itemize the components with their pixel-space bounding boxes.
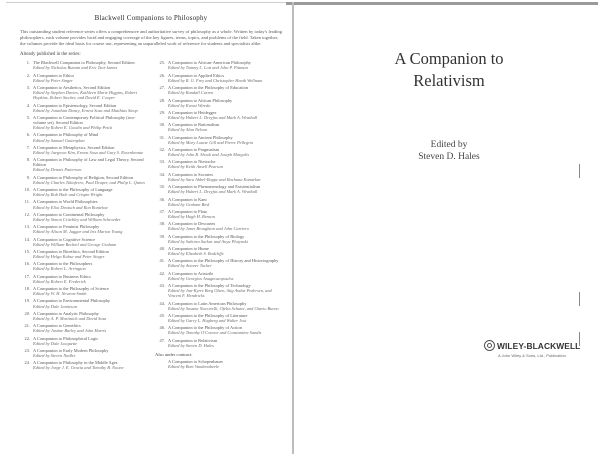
series-item-number: 34. [159,171,165,177]
series-list-item [20,145,147,155]
series-item-editor: Edited by Sahotra Sarkar and Anya Plutynski [168,238,248,244]
series-list-item [20,261,147,271]
series-item-number: 2. [26,72,30,78]
series-item-number: 17. [24,273,30,279]
series-item-number: 24. [24,360,30,366]
series-item-number: 21. [24,323,30,329]
series-list-item [20,237,147,247]
series-item-title: A Companion to Socrates [168,171,213,177]
series-list-item [155,197,282,207]
series-item-text [168,209,282,219]
series-item-number: 18. [24,286,30,292]
series-item-title: The Blackwell Companion to Philosophy, Second Edition [33,60,135,66]
series-item-number: 7. [26,144,30,150]
series-item-editor: Edited by Kwasi Wiredu [168,102,211,108]
series-item-title: A Companion to the Philosophy of Language [33,187,113,193]
series-item-text [168,271,282,281]
series-item-editor: Edited by R. G. Frey and Christopher Heath Wellman [168,77,263,83]
series-item-title: A Companion to Relativism [168,337,218,343]
series-item-editor: Edited by Hugh H. Benson [168,213,215,219]
series-item-title: A Companion to the Philosophy of Education [168,85,249,91]
series-item-number: 16. [24,261,30,267]
series-item-number: 23. [24,347,30,353]
series-item-text [33,85,147,100]
series-item-editor: Edited by Steven Nadler [33,353,76,359]
series-item-text [168,135,282,145]
series-item-title: A Companion to Hume [168,246,209,252]
publisher-name: WILEY-BLACKWELL [497,340,581,351]
series-item-title: A Companion to Philosophical Logic [33,335,99,341]
series-item-editor: Edited by Randall Curren [168,90,214,96]
series-item-title: A Companion to Epistemology, Second Edition [33,102,117,108]
series-list-item [155,135,282,145]
series-item-number: 38. [159,221,165,227]
series-item-text [33,115,147,130]
series-item-text [168,221,282,231]
series-item-number: 25. [159,60,165,66]
series-list-item [20,187,147,197]
series-item-title: A Companion to Continental Philosophy [33,211,105,217]
series-item-number: 26. [159,72,165,78]
series-item-title: A Companion to Feminist Philosophy [33,224,100,230]
series-item-title: A Companion to the Philosophy of Science [33,286,109,292]
series-list-item [20,199,147,209]
left-page [20,12,282,456]
series-item-number: 22. [24,335,30,341]
series-item-number: 41. [159,258,165,264]
series-item-editor: Edited by Robert E. Goodin and Philip Pettit [33,125,113,131]
series-list-item [155,359,282,369]
series-item-title: A Companion to the Philosophy of Biology [168,233,245,239]
series-item-text [168,246,282,256]
series-item-text [33,360,147,370]
series-list-item [20,132,147,142]
series-item-editor: Edited by Justine Burley and John Harris [33,328,107,334]
series-item-editor: Edited by Bart Vandenabeele [168,364,220,370]
series-item-title: A Companion to Metaphysics, Second Edition [33,144,115,150]
series-item-number: 28. [159,97,165,103]
series-item-number: 11. [24,199,30,205]
series-item-text [33,286,147,296]
series-item-text [168,313,282,323]
series-list-column-1 [20,60,147,372]
series-item-editor: Edited by Robert L. Arrington [33,266,86,272]
series-item-text [168,301,282,311]
series-item-editor: Edited by Garry L. Hagberg and Walter Jost [168,318,247,324]
series-item-number: 30. [159,122,165,128]
series-item-number [155,359,168,369]
series-item-editor: Edited by Dale Jacquette [33,340,78,346]
series-item-title: A Companion to Rationalism [168,122,220,128]
series-item-text [33,224,147,234]
series-item-text [33,187,147,197]
series-item-title: A Companion to Analytic Philosophy [33,310,99,316]
series-item-text [33,311,147,321]
series-list-item [20,249,147,259]
book-title-line-1: A Companion to [394,49,504,68]
series-item-editor: Edited by A. P. Martinich and David Sosa [33,315,107,321]
series-list-item [20,212,147,222]
series-list-item [20,73,147,83]
series-item-text [168,60,282,70]
series-item-text [33,132,147,142]
series-item-editor: Edited by Tommy L. Lott and John P. Pittman [168,65,248,71]
series-item-title: A Companion to the Philosophy of History and Historiography [168,258,279,264]
series-item-number: 44. [159,300,165,306]
series-item-editor: Edited by Simon Critchley and William Schroeder [33,216,121,222]
series-item-editor: Edited by Sara Ahbel-Rappe and Rachana Kamtekar [168,176,261,182]
series-item-title: A Companion to Ethics [33,72,75,78]
series-list-item [155,338,282,348]
series-item-text [33,237,147,247]
series-item-text [33,249,147,259]
series-item-title: A Companion to Pragmatism [168,147,220,153]
series-item-editor: Edited by Mary Louise Gill and Pierre Pellegrin [168,139,254,145]
series-item-title: A Companion to Philosophy of Law and Legal Theory, Second Edition [33,157,144,168]
series-item-text [168,234,282,244]
series-item-number: 35. [159,184,165,190]
series-item-title: A Companion to African Philosophy [168,97,233,103]
series-list-item [20,60,147,70]
series-item-number: 29. [159,109,165,115]
already-published-heading: Already published in the series: [20,52,81,58]
series-list-item [20,311,147,321]
series-item-editor: Edited by Janet Broughton and John Carriero [168,226,249,232]
series-item-number: 5. [26,114,30,120]
series-item-title: A Companion to African-American Philosophy [168,60,251,66]
series-item-text [168,338,282,348]
series-item-number: 32. [159,147,165,153]
series-list-item [155,271,282,281]
series-list-item [20,336,147,346]
series-item-number: 31. [159,134,165,140]
series-item-text [33,348,147,358]
series-list-item [155,221,282,231]
series-list-item [20,175,147,185]
series-item-text [33,145,147,155]
series-item-number: 43. [159,283,165,289]
series-item-editor: Edited by Steven D. Hales [168,342,214,348]
series-item-editor: Edited by William Bechtel and George Graham [33,241,117,247]
series-item-text [168,147,282,157]
series-item-number: 8. [26,157,30,163]
series-intro: This outstanding student reference series offers a comprehensive and authoritative survey of philosophy as a whole. Written by today's leading philosophers, each volume provides lucid and engaging coverage of the key figures, terms, topics, and problems of the field. Taken together, the volumes provide the ideal basis for course use, representing an unparalleled work of reference for students and specialists alike. [20,29,282,46]
series-list-item [155,301,282,311]
title-page [294,0,600,464]
series-item-number: 10. [24,187,30,193]
forthcoming-list [155,359,282,369]
publisher-subtitle: A John Wiley & Sons, Ltd., Publication [498,353,566,358]
series-item-text [168,359,282,369]
series-list-item [20,85,147,100]
series-item-text [33,103,147,113]
series-item-number: 33. [159,159,165,165]
series-item-editor: Edited by Jan-Kyrre Berg Olsen, Stig Andur Pedersen, and Vincent F. Hendricks [168,288,272,299]
series-item-number: 27. [159,85,165,91]
editor-name: Steven D. Hales [418,152,480,162]
series-item-title: A Companion to Nietzsche [168,159,216,165]
series-item-editor: Edited by Alan Nelson [168,127,208,133]
series-list-item [155,313,282,323]
series-item-editor: Edited by Susana Nuccetelli, Ofelia Schutte, and Otavio Bueno [168,305,279,311]
series-item-title: A Companion to Genethics [33,323,81,329]
series-item-number: 4. [26,102,30,108]
edited-by-label: Edited by [430,140,468,150]
series-item-title: A Companion to Schopenhauer [168,358,223,364]
series-item-number: 39. [159,233,165,239]
series-list-item [155,209,282,219]
series-list-item [155,172,282,182]
series-item-title: A Companion to Kant [168,196,207,202]
series-item-title: A Companion to Heidegger [168,109,217,115]
series-list-item [20,348,147,358]
series-item-editor: Edited by Dale Jamieson [33,303,78,309]
series-list-item [155,234,282,244]
series-item-text [168,283,282,298]
series-list-item [155,325,282,335]
series-item-editor: Edited by Aviezer Tucker [168,263,212,269]
series-item-editor: Edited by Samuel Guttenplan [33,137,85,143]
series-list-column-2 [155,60,282,372]
series-item-title: A Companion to Phenomenology and Existentialism [168,184,261,190]
series-list-item [155,246,282,256]
series-item-number: 6. [26,132,30,138]
series-item-number: 3. [26,85,30,91]
series-item-text [168,172,282,182]
series-item-editor: Edited by Dennis Patterson [33,167,82,173]
series-item-number: 36. [159,196,165,202]
series-list-item [20,298,147,308]
series-item-text [168,110,282,120]
series-item-title: A Companion to Early Modern Philosophy [33,347,109,353]
series-item-editor: Edited by John R. Shook and Joseph Margolis [168,152,250,158]
series-item-text [168,159,282,169]
series-list-item [20,157,147,172]
series-item-title: A Companion to Descartes [168,221,216,227]
series-item-number: 37. [159,208,165,214]
series-list-item [155,60,282,70]
series-item-text [33,323,147,333]
series-item-editor: Edited by Alison M. Jaggar and Iris Marion Young [33,229,123,235]
wiley-logo-icon [484,340,495,351]
series-list-item [155,184,282,194]
series-item-text [168,85,282,95]
series-item-editor: Edited by Jorge J. E. Gracia and Timothy B. Noone [33,365,124,371]
series-list-item [155,98,282,108]
series-item-title: A Companion to World Philosophies [33,199,98,205]
series-item-text [33,274,147,284]
series-list-item [20,360,147,370]
series-item-title: A Companion to Contemporary Political Philosophy (two-volume set), Second Edition [33,114,136,126]
series-item-text [33,261,147,271]
series-item-editor: Edited by Bob Hale and Crispin Wright [33,192,103,198]
series-list [20,60,282,372]
series-item-editor: Edited by Jonathan Dancy, Ernest Sosa and Matthias Steup [33,107,138,113]
series-item-editor: Edited by Robert E. Frederick [33,278,86,284]
series-list-item [20,286,147,296]
series-item-text [168,98,282,108]
book-title [370,48,528,92]
series-item-title: A Companion to Business Ethics [33,273,91,279]
series-item-title: A Companion to Bioethics, Second Edition [33,248,109,254]
series-item-title: A Companion to Cognitive Science [33,236,96,242]
series-item-text [33,212,147,222]
series-item-text [168,258,282,268]
series-item-text [168,184,282,194]
series-item-number: 46. [159,325,165,331]
series-list-item [20,274,147,284]
series-item-title: A Companion to Philosophy in the Middle Ages [33,360,118,366]
book-title-line-2: Relativism [413,71,485,90]
series-list-item [155,73,282,83]
series-item-number: 45. [159,312,165,318]
series-item-editor: Edited by Keith Ansell Pearson [168,164,224,170]
series-item-title: A Companion to Aristotle [168,270,214,276]
publisher-logo [484,340,600,351]
series-item-text [33,199,147,209]
series-item-number: 13. [24,224,30,230]
series-list-item [155,110,282,120]
series-item-text [33,73,147,83]
series-item-number: 1. [26,60,30,66]
forthcoming-heading: Also under contract: [155,351,193,357]
series-item-text [33,60,147,70]
series-item-title: A Companion to Environmental Philosophy [33,298,111,304]
series-item-text [33,175,147,185]
series-item-editor: Edited by Helga Kuhse and Peter Singer [33,254,105,260]
series-item-text [168,197,282,207]
series-item-editor: Edited by Charles Taliaferro, Paul Draper, and Philip L. Quinn [33,179,145,185]
series-item-number: 42. [159,270,165,276]
series-item-number: 40. [159,246,165,252]
series-item-text [33,336,147,346]
series-item-editor: Edited by Nicholas Bunnin and Eric Tsui-James [33,65,118,71]
series-item-editor: Edited by Jaegwon Kim, Ernest Sosa and Gary S. Rosenkrantz [33,149,143,155]
series-list-item [155,147,282,157]
series-item-title: A Companion to Philosophy of Mind [33,132,99,138]
series-item-number: 9. [26,174,30,180]
series-item-number: 14. [24,236,30,242]
series-item-title: A Companion to Philosophy of Religion, Second Edition [33,174,134,180]
series-list-item [20,224,147,234]
series-item-number: 19. [24,298,30,304]
series-item-number: 47. [159,337,165,343]
series-list-item [155,283,282,298]
series-item-editor: Edited by Stephen Davies, Kathleen Marie Higgins, Robert Hopkins, Robert Stecker, and David E. Cooper [33,90,138,101]
series-item-title: A Companion to Ancient Philosophy [168,134,233,140]
series-item-title: A Companion to the Philosophy of Technology [168,283,251,289]
series-list-item [155,85,282,95]
series-item-editor: Edited by Georgios Anagnostopoulos [168,275,234,281]
series-item-text [33,298,147,308]
series-item-editor: Edited by Elizabeth S. Radcliffe [168,251,224,257]
series-item-editor: Edited by Hubert L. Dreyfus and Mark A. Wrathall [168,114,258,120]
series-item-title: A Companion to the Philosophy of Literature [168,312,248,318]
series-list-item [155,122,282,132]
series-item-title: A Companion to the Philosophers [33,261,93,267]
series-item-editor: Edited by Eliot Deutsch and Ron Bontekoe [33,204,109,210]
series-title: Blackwell Companions to Philosophy [94,14,208,22]
series-list-item [20,103,147,113]
series-item-text [168,122,282,132]
series-item-editor: Edited by Peter Singer [33,77,73,83]
series-item-editor: Edited by Graham Bird [168,201,210,207]
series-list-item [155,258,282,268]
series-item-editor: Edited by Timothy O'Connor and Constantine Sandis [168,330,262,336]
series-list-item [20,323,147,333]
series-item-title: A Companion to Plato [168,208,208,214]
series-item-number: 20. [24,310,30,316]
series-list-item [155,159,282,169]
series-list-column-2-items [155,60,282,348]
series-item-text [168,325,282,335]
series-list-item [20,115,147,130]
series-item-title: A Companion to Aesthetics, Second Edition [33,85,111,91]
series-item-text [168,73,282,83]
series-item-number: 12. [24,211,30,217]
series-item-title: A Companion to the Philosophy of Action [168,325,242,331]
series-item-title: A Companion to Latin American Philosophy [168,300,247,306]
series-item-editor: Edited by W. H. Newton-Smith [33,291,87,297]
series-item-title: A Companion to Applied Ethics [168,72,225,78]
series-item-text [33,157,147,172]
series-item-number: 15. [24,248,30,254]
series-item-editor: Edited by Hubert L. Dreyfus and Mark A. Wrathall [168,189,258,195]
